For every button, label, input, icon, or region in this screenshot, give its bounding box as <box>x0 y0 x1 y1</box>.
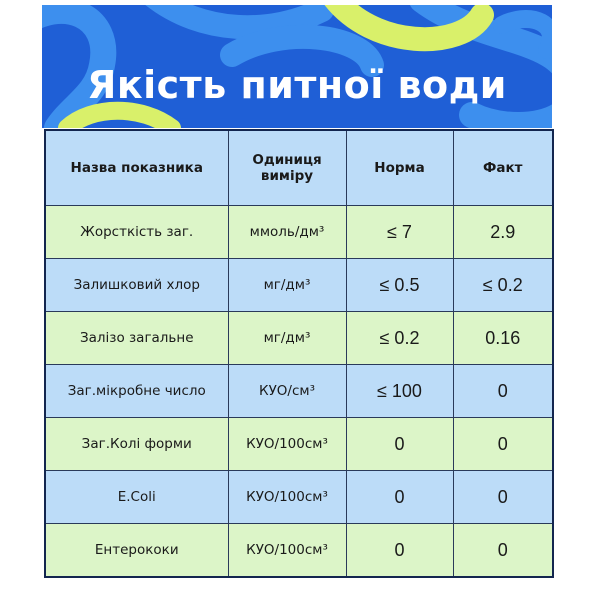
cell-name: E.Coli <box>45 471 228 524</box>
water-quality-table <box>44 129 554 578</box>
cell-fact: 0 <box>453 418 553 471</box>
cell-fact: 0 <box>453 471 553 524</box>
cell-norm: 0 <box>346 471 453 524</box>
cell-norm: ≤ 7 <box>346 206 453 259</box>
cell-fact: 0 <box>453 524 553 578</box>
table-row <box>45 206 553 259</box>
cell-unit: КУО/см³ <box>228 365 346 418</box>
title-banner <box>42 5 552 128</box>
table-row <box>45 312 553 365</box>
table-row <box>45 259 553 312</box>
table-row <box>45 471 553 524</box>
table-header-row <box>45 130 553 206</box>
header-name: Назва показника <box>45 130 228 206</box>
light-blue-swirl-top <box>152 5 322 27</box>
cell-name: Залишковий хлор <box>45 259 228 312</box>
cell-norm: 0 <box>346 418 453 471</box>
table-row <box>45 418 553 471</box>
cell-fact: 0 <box>453 365 553 418</box>
cell-norm: ≤ 0.2 <box>346 312 453 365</box>
page-title: Якість питної води <box>87 63 507 107</box>
cell-unit: КУО/100см³ <box>228 524 346 578</box>
cell-name: Ентерококи <box>45 524 228 578</box>
cell-name: Заг.мікробне число <box>45 365 228 418</box>
cell-unit: ммоль/дм³ <box>228 206 346 259</box>
cell-norm: ≤ 100 <box>346 365 453 418</box>
table-row <box>45 524 553 578</box>
cell-unit: КУО/100см³ <box>228 471 346 524</box>
cell-name: Залізо загальне <box>45 312 228 365</box>
cell-unit: мг/дм³ <box>228 259 346 312</box>
cell-name: Заг.Колі форми <box>45 418 228 471</box>
lime-swirl-bottom-left <box>67 111 172 128</box>
cell-fact: 0.16 <box>453 312 553 365</box>
cell-fact: ≤ 0.2 <box>453 259 553 312</box>
cell-norm: 0 <box>346 524 453 578</box>
header-unit: Одиниця виміру <box>228 130 346 206</box>
cell-unit: мг/дм³ <box>228 312 346 365</box>
header-norm: Норма <box>346 130 453 206</box>
header-fact: Факт <box>453 130 553 206</box>
table-row <box>45 365 553 418</box>
cell-unit: КУО/100см³ <box>228 418 346 471</box>
light-blue-swirl-center <box>232 37 372 65</box>
cell-name: Жорсткість заг. <box>45 206 228 259</box>
cell-norm: ≤ 0.5 <box>346 259 453 312</box>
cell-fact: 2.9 <box>453 206 553 259</box>
